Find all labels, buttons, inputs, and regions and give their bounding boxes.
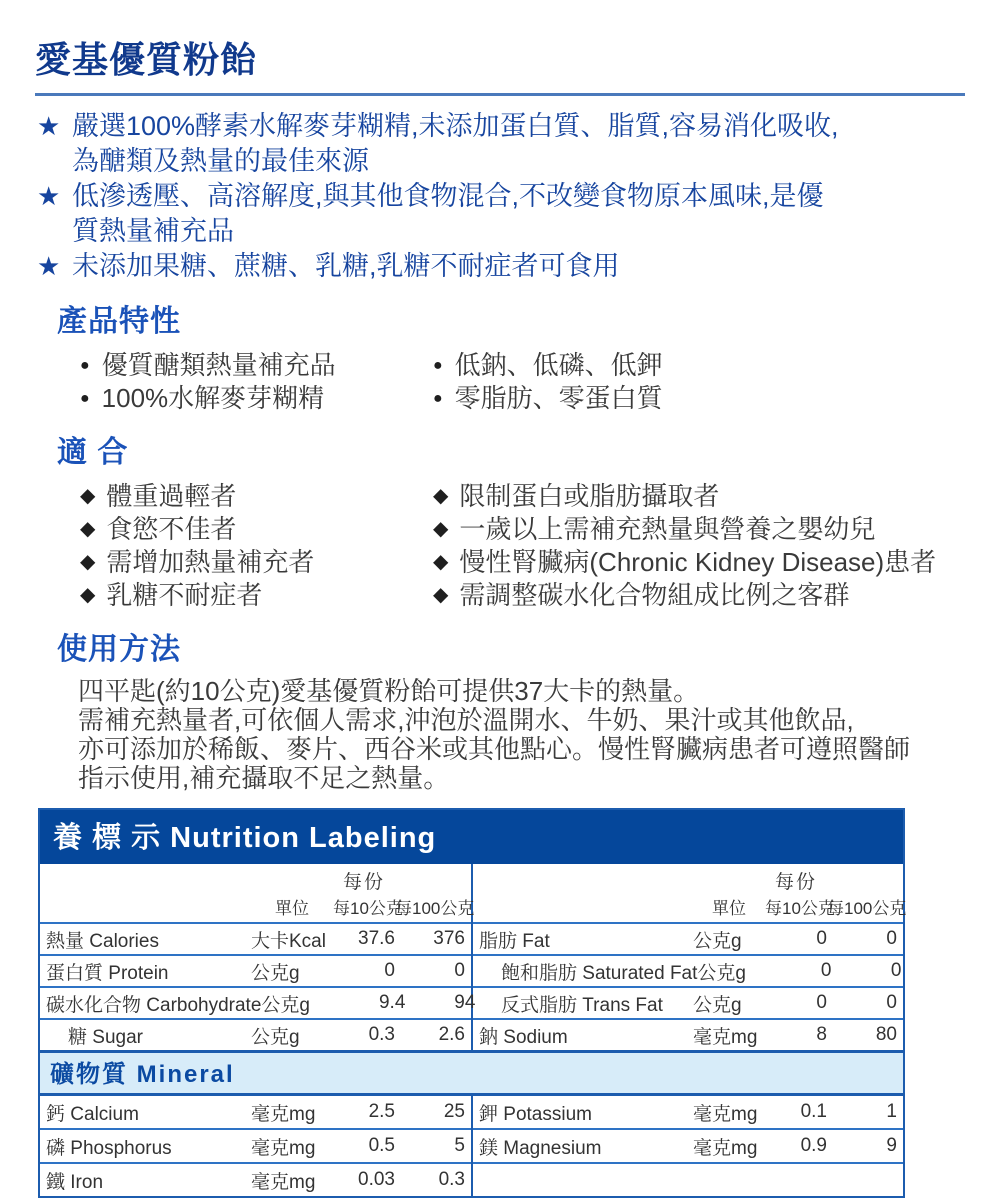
per10-header: 每10公克 <box>333 899 403 918</box>
diamond-icon: ◆ <box>80 584 96 606</box>
mineral-section-heading: 礦物質 Mineral <box>40 1050 903 1096</box>
unit-header: 單位 <box>712 899 746 918</box>
title-divider <box>35 93 965 96</box>
table-row: 碳水化合物 Carbohydrate 公克g 9.4 94 <box>40 988 471 1020</box>
diamond-icon: ◆ <box>433 485 449 507</box>
suitable-item <box>80 579 433 612</box>
feature-item-label: 優質醣類熱量補充品 <box>101 350 336 380</box>
nutrition-table-title: 養 標 示 Nutrition Labeling <box>40 810 903 864</box>
star-icon: ★ <box>37 181 61 211</box>
per100-header: 每100公克 <box>827 899 907 918</box>
highlight-item <box>37 179 965 249</box>
mineral-section <box>40 1096 903 1196</box>
suitable-item <box>433 480 965 513</box>
star-icon: ★ <box>37 251 61 281</box>
highlight-text: 質熱量補充品 <box>72 216 234 246</box>
section-heading-features: 產品特性 <box>57 305 181 338</box>
mineral-right-panel <box>473 1096 903 1196</box>
highlight-text: 為醣類及熱量的最佳來源 <box>72 146 369 176</box>
suitable-item <box>433 546 965 579</box>
table-row: 鈣 Calcium 毫克mg 2.5 25 <box>40 1096 471 1130</box>
suitable-item <box>80 546 433 579</box>
mineral-left-panel <box>40 1096 473 1196</box>
feature-item <box>80 382 433 415</box>
section-heading-usage: 使用方法 <box>57 633 181 666</box>
feature-item-label: 零脂肪、零蛋白質 <box>454 383 663 413</box>
dot-icon: ● <box>80 390 90 407</box>
nutrition-left-panel <box>40 864 476 1050</box>
highlight-list <box>37 109 965 284</box>
features-list <box>80 349 965 415</box>
suitable-right-column <box>433 480 965 612</box>
nutrition-right-panel <box>473 864 907 1050</box>
suitable-list <box>80 480 965 612</box>
diamond-icon: ◆ <box>433 551 449 573</box>
table-row: 鎂 Magnesium 毫克mg 0.9 9 <box>473 1130 903 1164</box>
diamond-icon: ◆ <box>433 518 449 540</box>
table-row: 蛋白質 Protein 公克g 0 0 <box>40 956 471 988</box>
suitable-item <box>433 513 965 546</box>
suitable-item-label: 慢性腎臟病(Chronic Kidney Disease)患者 <box>459 547 937 577</box>
usage-line: 需補充熱量者,可依個人需求,沖泡於溫開水、牛奶、果汁或其他飲品, <box>78 705 854 735</box>
table-row: 反式脂肪 Trans Fat 公克g 0 0 <box>473 988 903 1020</box>
usage-line: 亦可添加於稀飯、麥片、西谷米或其他點心。慢性腎臟病患者可遵照醫師 <box>78 734 911 764</box>
diamond-icon: ◆ <box>80 518 96 540</box>
suitable-item-label: 乳糖不耐症者 <box>106 580 263 610</box>
table-row: 飽和脂肪 Saturated Fat 公克g 0 0 <box>473 956 903 988</box>
highlight-item <box>37 249 965 284</box>
usage-line: 指示使用,補充攝取不足之熱量。 <box>78 763 450 793</box>
table-row: 熱量 Calories 大卡Kcal 37.6 376 <box>40 924 471 956</box>
table-row: 鐵 Iron 毫克mg 0.03 0.3 <box>46 1169 465 1193</box>
suitable-item-label: 食慾不佳者 <box>106 514 237 544</box>
suitable-item-label: 限制蛋白或脂肪攝取者 <box>459 481 720 511</box>
unit-header: 單位 <box>275 899 309 918</box>
suitable-item <box>80 513 433 546</box>
column-header <box>40 864 475 924</box>
suitable-item <box>433 579 965 612</box>
diamond-icon: ◆ <box>80 551 96 573</box>
diamond-icon: ◆ <box>80 485 96 507</box>
table-row: 糖 Sugar 公克g 0.3 2.6 <box>68 1024 465 1048</box>
features-right-column <box>433 349 965 415</box>
dot-icon: ● <box>433 357 443 374</box>
highlight-text: 未添加果糖、蔗糖、乳糖,乳糖不耐症者可食用 <box>72 251 620 281</box>
usage-paragraph <box>78 677 965 793</box>
section-heading-suitable: 適 合 <box>57 436 129 469</box>
highlight-text: 低滲透壓、高溶解度,與其他食物混合,不改變食物原本風味,是優 <box>72 181 824 211</box>
table-row: 磷 Phosphorus 毫克mg 0.5 5 <box>40 1130 471 1164</box>
per-serving-header: 每份 <box>774 872 817 893</box>
suitable-item-label: 需增加熱量補充者 <box>106 547 315 577</box>
highlight-text: 嚴選100%酵素水解麥芽糊精,未添加蛋白質、脂質,容易消化吸收, <box>72 111 839 141</box>
features-left-column <box>80 349 433 415</box>
suitable-item <box>80 480 433 513</box>
nutrition-main-section <box>40 864 907 1050</box>
page-title: 愛基優質粉飴 <box>35 39 258 80</box>
feature-item <box>433 382 965 415</box>
suitable-item-label: 需調整碳水化合物組成比例之客群 <box>459 580 850 610</box>
suitable-left-column <box>80 480 433 612</box>
suitable-item-label: 體重過輕者 <box>106 481 237 511</box>
per100-header: 每100公克 <box>395 899 475 918</box>
dot-icon: ● <box>80 357 90 374</box>
feature-item-label: 100%水解麥芽糊精 <box>101 383 325 413</box>
feature-item <box>433 349 965 382</box>
per-serving-header: 每份 <box>342 872 385 893</box>
star-icon: ★ <box>37 111 61 141</box>
nutrition-table <box>38 808 905 1198</box>
feature-item-label: 低鈉、低磷、低鉀 <box>454 350 663 380</box>
feature-item <box>80 349 433 382</box>
usage-line: 四平匙(約10公克)愛基優質粉飴可提供37大卡的熱量。 <box>78 676 700 706</box>
table-row: 脂肪 Fat 公克g 0 0 <box>473 924 903 956</box>
per10-header: 每10公克 <box>765 899 835 918</box>
highlight-item <box>37 109 965 179</box>
dot-icon: ● <box>433 390 443 407</box>
suitable-item-label: 一歲以上需補充熱量與營養之嬰幼兒 <box>459 514 876 544</box>
diamond-icon: ◆ <box>433 584 449 606</box>
table-row: 鈉 Sodium 毫克mg 8 80 <box>479 1024 897 1048</box>
column-header <box>473 864 907 924</box>
table-row: 鉀 Potassium 毫克mg 0.1 1 <box>473 1096 903 1130</box>
